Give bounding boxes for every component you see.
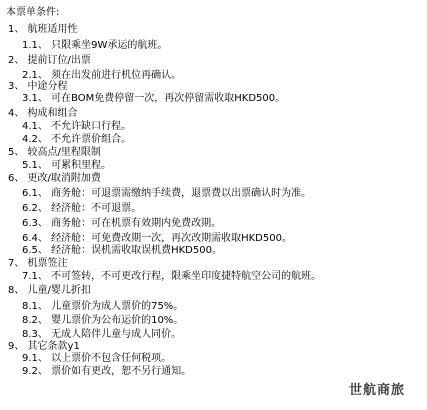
condition-item-9-1: 9.1、 以上票价不包含任何税项。 — [22, 353, 172, 364]
document-title: 本票单条件: — [6, 7, 60, 18]
section-heading-5: 5、 较高点/里程限制 — [8, 147, 101, 158]
condition-item-8-1: 8.1、 儿童票价为成人票价的75%。 — [22, 301, 184, 312]
section-heading-7: 7、 机票签注 — [8, 258, 68, 269]
condition-item-9-2: 9.2、 票价如有更改，恕不另行通知。 — [22, 366, 192, 377]
condition-item-4-2: 4.2、 不允许票价组合。 — [22, 134, 132, 145]
section-heading-2: 2、 提前订位/出票 — [8, 55, 91, 66]
condition-item-8-3: 8.3、 无成人陪伴儿童与成人同价。 — [22, 329, 182, 340]
section-heading-8: 8、 儿童/婴儿折扣 — [8, 285, 91, 296]
section-heading-4: 4、 构成和组合 — [8, 108, 78, 119]
section-heading-1: 1、 航班适用性 — [8, 24, 78, 35]
condition-item-4-1: 4.1、 不允许缺口行程。 — [22, 121, 132, 132]
section-heading-9: 9、 其它条款y1 — [8, 341, 80, 352]
condition-item-6-3: 6.3、 商务舱：可在机票有效期内免费改期。 — [22, 218, 222, 229]
condition-item-2-1: 2.1、 须在出发前进行机位再确认。 — [22, 70, 182, 81]
condition-item-1-1: 1.1、 只限乘坐9W承运的航班。 — [22, 40, 168, 51]
watermark-logo: 世航商旅 — [348, 383, 405, 398]
condition-item-7-1: 7.1、 不可签转，不可更改行程，限乘坐印度捷特航空公司的航班。 — [22, 271, 322, 282]
section-heading-3: 3、 中途分程 — [8, 81, 68, 92]
condition-item-8-2: 8.2、 婴儿票价为公布运价的10%。 — [22, 315, 184, 326]
condition-item-6-4: 6.4、 经济舱：可免费改期一次，再次改期需收取HKD500。 — [22, 233, 292, 244]
condition-item-5-1: 5.1、 可累积里程。 — [22, 160, 112, 171]
condition-item-6-2: 6.2、 经济舱：不可退票。 — [22, 203, 142, 214]
section-heading-6: 6、 更改/取消附加费 — [8, 173, 101, 184]
condition-item-3-1: 3.1、 可在BOM免费停留一次，再次停留需收取HKD500。 — [22, 93, 286, 104]
condition-item-6-5: 6.5、 经济舱：误机需收取误机费HKD500。 — [22, 245, 222, 256]
condition-item-6-1: 6.1、 商务舱：可退票需缴纳手续费，退票费以出票确认时为准。 — [22, 188, 312, 199]
